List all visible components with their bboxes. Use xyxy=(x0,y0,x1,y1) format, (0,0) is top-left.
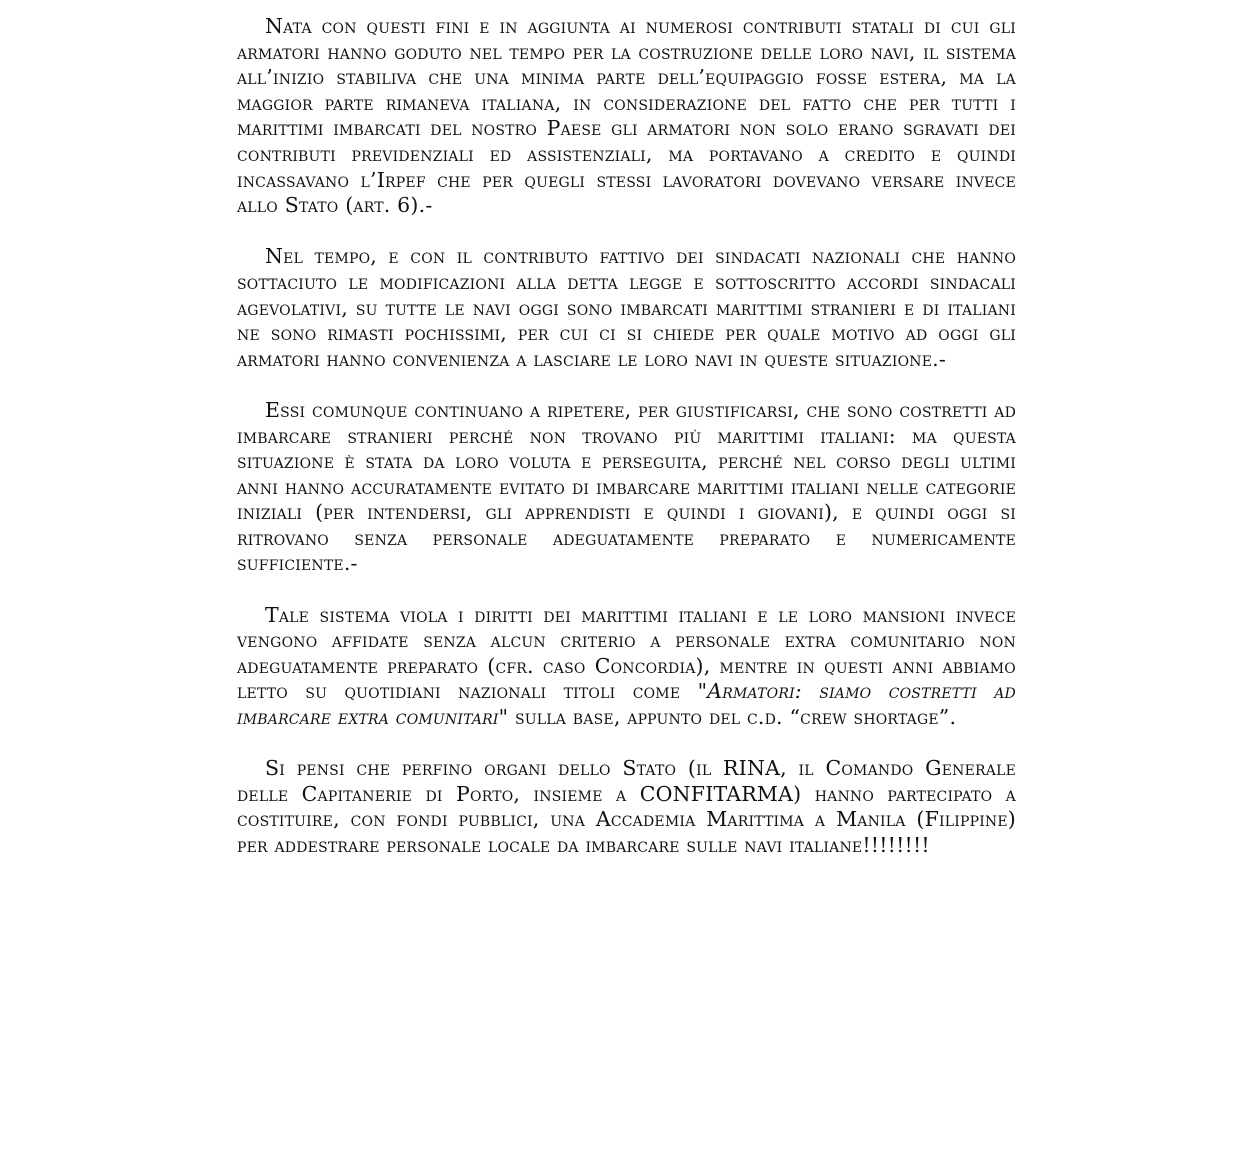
paragraph-1: Nata con questi fini e in aggiunta ai numerosi contributi statali di cui gli armatori hanno goduto nel tempo per la costruzione delle loro navi, il sistema all’inizio stabiliva che una minima parte dell’equipaggio fosse estera, ma la maggior parte rimaneva italiana, in considerazione del fatto che per tutti i marittimi imbarcati del nostro Paese gli armatori non solo erano sgravati dei contributi previdenziali ed assistenziali, ma portavano a credito e quindi incassavano l’Irpef che per quegli stessi lavoratori dovevano versare invece allo Stato (art. 6).- xyxy=(237,14,1016,218)
quoted-headline: Armatori: siamo costretti ad imbarcare extra comunitari xyxy=(237,679,1016,730)
paragraph-4-text-after-quote: " sulla base, appunto del c.d. “crew shortage”. xyxy=(498,705,957,730)
paragraph-3: Essi comunque continuano a ripetere, per giustificarsi, che sono costretti ad imbarcare stranieri perché non trovano più marittimi italiani: ma questa situazione è stata da loro voluta e perseguita, perché nel corso degli ultimi anni hanno accuratamente evitato di imbarcare marittimi italiani nelle categorie iniziali (per intendersi, gli apprendisti e quindi i giovani), e quindi oggi si ritrovano senza personale adeguatamente preparato e numericamente sufficiente.- xyxy=(237,397,1016,576)
paragraph-2: Nel tempo, e con il contributo fattivo dei sindacati nazionali che hanno sottaciuto le modificazioni alla detta legge e sottoscritto accordi sindacali agevolativi, su tutte le navi oggi sono imbarcati marittimi stranieri e di italiani ne sono rimasti pochissimi, per cui ci si chiede per quale motivo ad oggi gli armatori hanno convenienza a lasciare le loro navi in queste situazione.- xyxy=(237,244,1016,371)
paragraph-4-text-before-quote: Tale sistema viola i diritti dei marittimi italiani e le loro mansioni invece vengono affidate senza alcun criterio a personale extra comunitario non adeguatamente preparato (cfr. caso Concordia), mentre in questi anni abbiamo letto su quotidiani nazionali titoli come " xyxy=(237,602,1016,704)
document-page xyxy=(237,14,1016,859)
paragraph-4 xyxy=(237,603,1016,731)
paragraph-5: Si pensi che perfino organi dello Stato (il RINA, il Comando Generale delle Capitanerie di Porto, insieme a CONFITARMA) hanno partecipato a costituire, con fondi pubblici, una Accademia Marittima a Manila (Filippine) per addestrare personale locale da imbarcare sulle navi italiane!!!!!!!! xyxy=(237,756,1016,857)
